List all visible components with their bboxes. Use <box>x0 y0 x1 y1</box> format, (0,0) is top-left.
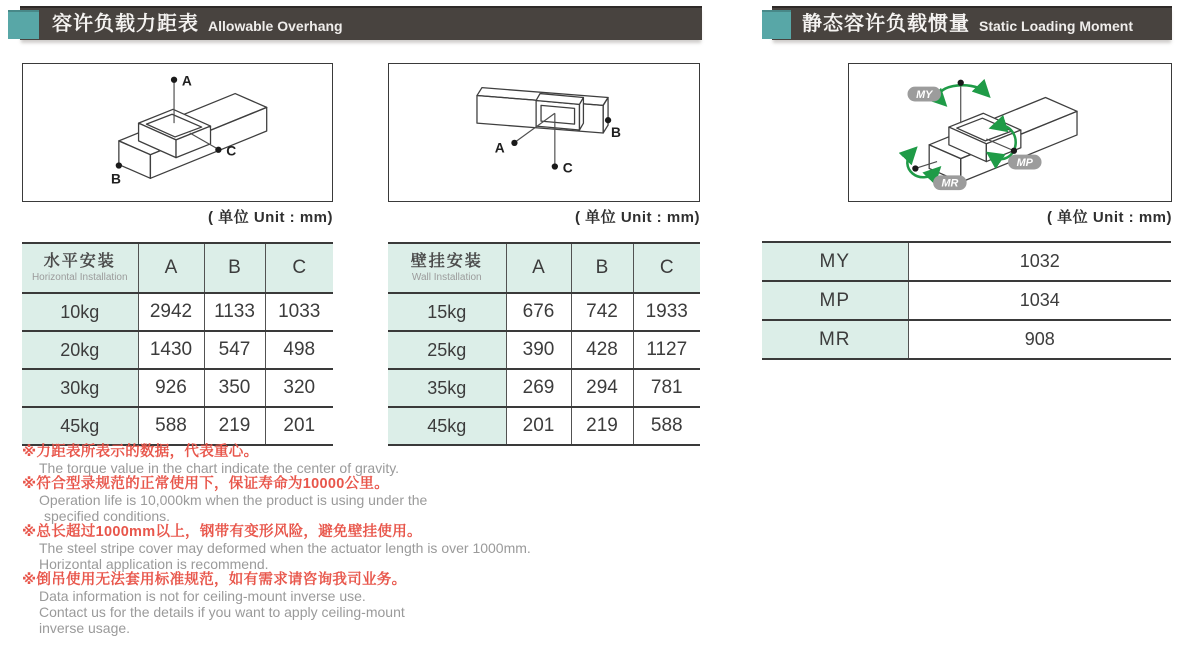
note-en: The torque value in the chart indicate the center of gravity. <box>39 460 400 476</box>
table-row <box>762 242 1171 281</box>
moment-value-mp: 1034 <box>908 281 1171 320</box>
point-label-c: C <box>562 160 573 176</box>
section-title-en: Allowable Overhang <box>208 17 343 34</box>
note-en: Data information is not for ceiling-mount inverse use. <box>39 588 366 604</box>
value-b: 428 <box>571 331 633 369</box>
note-en: specified conditions. <box>44 508 171 524</box>
value-a: 390 <box>506 331 571 369</box>
row-header-en: Wall Installation <box>411 271 482 283</box>
point-dot-c <box>552 163 558 169</box>
load-label: 45kg <box>22 407 138 445</box>
static-moment-drawing <box>849 64 1171 201</box>
load-label: 15kg <box>388 293 506 331</box>
footnotes <box>22 444 722 636</box>
table-row <box>22 331 333 369</box>
col-header-a: A <box>506 243 571 293</box>
section-title-en: Static Loading Moment <box>979 17 1133 34</box>
value-c: 201 <box>265 407 333 445</box>
value-a: 269 <box>506 369 571 407</box>
section-header-static-loading-moment <box>772 6 1172 40</box>
rotation-arrow-my <box>939 85 984 100</box>
table-row <box>762 320 1171 359</box>
axis-dot-mp <box>1011 148 1017 154</box>
point-dot-c <box>215 147 221 153</box>
value-a: 926 <box>138 369 204 407</box>
value-b: 219 <box>571 407 633 445</box>
badge-label-my: MY <box>916 89 933 102</box>
load-label: 35kg <box>388 369 506 407</box>
table-row <box>22 407 333 445</box>
horizontal-installation-drawing <box>23 64 332 201</box>
note-en: The steel stripe cover may deformed when the actuator length is over 1000mm. <box>39 540 531 556</box>
row-header-cell <box>388 243 506 293</box>
axis-dot-mr <box>912 165 918 171</box>
note-zh: ※倒吊使用无法套用标准规范，如有需求请咨询我司业务。 <box>22 572 407 588</box>
diagram-horizontal-installation <box>22 63 333 202</box>
col-header-c: C <box>265 243 333 293</box>
table-row <box>388 331 700 369</box>
point-label-b: B <box>110 171 121 187</box>
value-b: 350 <box>204 369 265 407</box>
value-b: 742 <box>571 293 633 331</box>
table-row <box>388 293 700 331</box>
note-en: Operation life is 10,000km when the product is using under the <box>39 492 428 508</box>
table-header-row <box>22 243 333 293</box>
load-label: 20kg <box>22 331 138 369</box>
col-header-b: B <box>571 243 633 293</box>
value-a: 1430 <box>138 331 204 369</box>
diagram-wall-installation <box>388 63 700 202</box>
section-title-zh: 容许负载力距表 <box>52 13 199 35</box>
value-b: 1133 <box>204 293 265 331</box>
point-dot-b <box>605 117 611 123</box>
accent-square-left <box>8 10 39 39</box>
col-header-b: B <box>204 243 265 293</box>
note-zh: ※力距表所表示的数据，代表重心。 <box>22 444 259 460</box>
rotation-arrow-mr <box>907 153 935 178</box>
load-label: 25kg <box>388 331 506 369</box>
row-header-cell <box>22 243 138 293</box>
value-b: 294 <box>571 369 633 407</box>
table-header-row <box>388 243 700 293</box>
wall-installation-drawing <box>389 64 699 201</box>
value-c: 588 <box>633 407 700 445</box>
table-row <box>388 369 700 407</box>
note-zh: ※总长超过1000mm以上，钢带有变形风险，避免壁挂使用。 <box>22 524 422 540</box>
note-en: inverse usage. <box>39 620 131 636</box>
table-row <box>762 281 1171 320</box>
section-title-zh: 静态容许负载惯量 <box>802 13 970 35</box>
point-label-a: A <box>494 140 505 156</box>
point-label-b: B <box>611 124 621 140</box>
value-b: 547 <box>204 331 265 369</box>
value-c: 498 <box>265 331 333 369</box>
value-b: 219 <box>204 407 265 445</box>
moment-label-my: MY <box>762 242 908 281</box>
badge-label-mr: MR <box>941 177 959 190</box>
horizontal-installation-table <box>22 242 333 446</box>
load-label: 30kg <box>22 369 138 407</box>
col-header-a: A <box>138 243 204 293</box>
value-c: 1933 <box>633 293 700 331</box>
axis-dot-my <box>958 80 964 86</box>
col-header-c: C <box>633 243 700 293</box>
note-en: Horizontal application is recommend. <box>39 556 269 572</box>
value-c: 320 <box>265 369 333 407</box>
section-header-allowable-overhang <box>20 6 702 40</box>
badge-label-mp: MP <box>1016 157 1033 170</box>
load-label: 10kg <box>22 293 138 331</box>
value-c: 1127 <box>633 331 700 369</box>
note-zh: ※符合型录规范的正常使用下，保证寿命为10000公里。 <box>22 476 390 492</box>
value-a: 201 <box>506 407 571 445</box>
wall-installation-table <box>388 242 700 446</box>
point-dot-a <box>171 77 177 83</box>
unit-label: ( 单位 Unit : mm) <box>1047 209 1172 226</box>
table-row <box>22 293 333 331</box>
accent-square-right <box>762 10 791 39</box>
unit-label: ( 单位 Unit : mm) <box>575 209 700 226</box>
load-label: 45kg <box>388 407 506 445</box>
diagram-static-loading-moment <box>848 63 1172 202</box>
value-a: 588 <box>138 407 204 445</box>
row-header-zh: 壁挂安装 <box>410 253 483 271</box>
moment-label-mr: MR <box>762 320 908 359</box>
point-dot-b <box>116 162 122 168</box>
value-a: 676 <box>506 293 571 331</box>
table-row <box>22 369 333 407</box>
row-header-zh: 水平安装 <box>43 253 116 271</box>
moment-label-mp: MP <box>762 281 908 320</box>
row-header-en: Horizontal Installation <box>31 271 128 283</box>
table-row <box>388 407 700 445</box>
moment-value-my: 1032 <box>908 242 1171 281</box>
point-label-a: A <box>181 73 192 89</box>
point-dot-a <box>511 140 517 146</box>
value-c: 781 <box>633 369 700 407</box>
moment-value-mr: 908 <box>908 320 1171 359</box>
static-moment-table <box>762 241 1171 360</box>
unit-label: ( 单位 Unit : mm) <box>208 209 333 226</box>
point-label-c: C <box>226 143 237 159</box>
value-c: 1033 <box>265 293 333 331</box>
note-en: Contact us for the details if you want to apply ceiling-mount <box>39 604 405 620</box>
value-a: 2942 <box>138 293 204 331</box>
